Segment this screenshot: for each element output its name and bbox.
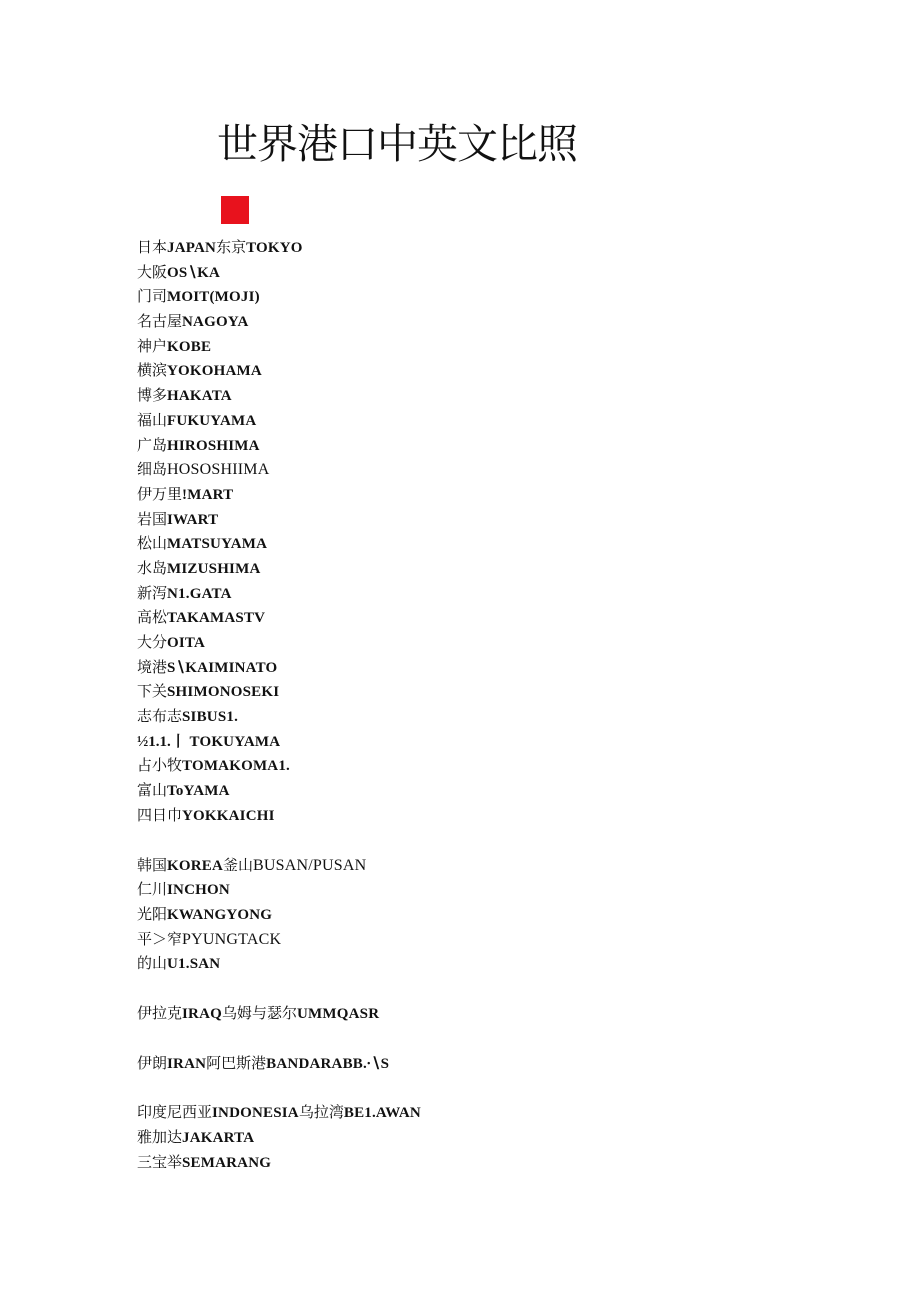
port-en: FUKUYAMA xyxy=(167,412,257,429)
port-en: SHIMONOSEKI xyxy=(167,684,280,701)
list-item xyxy=(137,384,837,409)
port-en: UMMQASR xyxy=(297,1005,380,1022)
group-spacer xyxy=(137,829,837,854)
port-en: TOKUYAMA xyxy=(189,733,281,750)
port-en: JAKARTA xyxy=(182,1130,255,1146)
list-item xyxy=(137,483,837,508)
port-en: S∖KAIMINATO xyxy=(167,659,278,676)
list-item xyxy=(137,532,837,557)
list-item xyxy=(137,878,837,903)
list-item xyxy=(137,1151,837,1176)
port-zh: 的山 xyxy=(137,956,168,973)
port-en: YOKOHAMA xyxy=(167,363,262,380)
list-item xyxy=(137,606,837,631)
port-en: MOIT(MOJI) xyxy=(167,289,260,306)
port-zh: 三宝举 xyxy=(137,1154,183,1171)
list-item xyxy=(137,285,837,310)
port-zh: 岩国 xyxy=(137,511,168,528)
port-en: TOKYO xyxy=(246,240,303,256)
list-item xyxy=(137,730,837,755)
port-en: YOKKAICHI xyxy=(182,807,275,824)
port-zh: 博多 xyxy=(137,388,168,405)
port-en: INCHON xyxy=(167,882,230,899)
list-item xyxy=(137,952,837,977)
list-item xyxy=(137,582,837,607)
list-item xyxy=(137,656,837,681)
list-item xyxy=(137,1101,837,1126)
port-zh: 仁川 xyxy=(137,882,168,899)
list-item xyxy=(137,335,837,360)
port-zh: 东京 xyxy=(216,240,247,256)
list-item xyxy=(137,458,837,483)
port-en: N1.GATA xyxy=(167,585,232,602)
group-spacer xyxy=(137,1076,837,1101)
list-item xyxy=(137,236,837,261)
list-item xyxy=(137,261,837,286)
list-item xyxy=(137,434,837,459)
page-title: 世界港口中英文比照 xyxy=(217,120,577,168)
country-en: KOREA xyxy=(167,857,224,874)
list-item xyxy=(137,754,837,779)
port-zh: 广岛 xyxy=(137,437,168,454)
port-en: NAGOYA xyxy=(182,314,249,331)
port-zh: 境港 xyxy=(137,659,168,676)
port-en: PYUNGTACK xyxy=(182,930,282,948)
country-en: IRAQ xyxy=(182,1005,222,1022)
port-zh: 雅加达 xyxy=(137,1130,183,1146)
port-zh: 福山 xyxy=(137,412,168,429)
list-item xyxy=(137,1002,837,1027)
port-zh: 四日巾 xyxy=(137,807,183,824)
port-zh: 占小牧 xyxy=(137,758,183,775)
country-zh: 印度尼西亚 xyxy=(137,1105,213,1122)
port-en: MATSUYAMA xyxy=(167,536,268,553)
port-zh: ½1.1.丨 xyxy=(137,733,186,750)
port-zh: 釜山 xyxy=(223,857,254,874)
port-zh: 乌姆与瑟尔 xyxy=(222,1005,298,1022)
port-en: TOMAKOMA1. xyxy=(182,758,290,775)
list-item xyxy=(137,310,837,335)
group-spacer xyxy=(137,1027,837,1052)
port-en: MIZUSHIMA xyxy=(167,560,261,577)
port-zh: 门司 xyxy=(137,289,168,306)
port-zh: 神户 xyxy=(137,338,168,355)
port-zh: 细岛 xyxy=(137,462,168,479)
port-en: HIROSHIMA xyxy=(167,437,260,454)
country-zh: 伊朗 xyxy=(137,1055,168,1072)
port-en: BUSAN/PUSAN xyxy=(253,856,367,874)
list-item xyxy=(137,928,837,953)
country-en: INDONESIA xyxy=(212,1105,299,1122)
port-en: KOBE xyxy=(167,338,212,355)
list-item xyxy=(137,631,837,656)
list-item xyxy=(137,409,837,434)
list-item xyxy=(137,705,837,730)
port-zh: 志布志 xyxy=(137,709,183,726)
port-en: OS∖KA xyxy=(167,264,221,281)
port-en: ToYAMA xyxy=(167,783,230,800)
list-item xyxy=(137,508,837,533)
port-en: SIBUS1. xyxy=(182,709,239,726)
port-zh: 光阳 xyxy=(137,906,168,923)
port-zh: 平＞窄 xyxy=(137,931,183,948)
port-zh: 高松 xyxy=(137,610,168,627)
port-zh: 富山 xyxy=(137,783,168,800)
port-zh: 阿巴斯港 xyxy=(206,1055,267,1072)
port-zh: 名古屋 xyxy=(137,314,183,331)
country-zh: 伊拉克 xyxy=(137,1005,183,1022)
port-list xyxy=(137,236,837,1175)
port-en: !MART xyxy=(182,486,234,503)
port-zh: 新泻 xyxy=(137,585,168,602)
port-zh: 乌拉湾 xyxy=(298,1105,344,1122)
list-item xyxy=(137,804,837,829)
country-en: IRAN xyxy=(167,1055,207,1072)
port-en: IWART xyxy=(167,511,219,528)
country-zh: 韩国 xyxy=(137,857,168,874)
port-zh: 松山 xyxy=(137,536,168,553)
list-item xyxy=(137,903,837,928)
port-en: HOSOSHIIMA xyxy=(167,461,270,479)
port-en: U1.SAN xyxy=(167,956,221,973)
list-item xyxy=(137,1126,837,1151)
list-item xyxy=(137,680,837,705)
port-en: BANDARABB.∙∖S xyxy=(266,1055,390,1072)
port-en: HAKATA xyxy=(167,388,232,405)
country-en: JAPAN xyxy=(167,240,217,256)
port-zh: 横滨 xyxy=(137,363,168,380)
port-en: SEMARANG xyxy=(182,1154,272,1171)
country-zh: 日本 xyxy=(137,240,168,256)
red-square-mark xyxy=(221,196,249,224)
list-item xyxy=(137,1052,837,1077)
port-en: OITA xyxy=(167,635,206,651)
list-item xyxy=(137,779,837,804)
port-en: TAKAMASTV xyxy=(167,610,266,627)
port-en: BE1.AWAN xyxy=(343,1105,421,1122)
port-zh: 大阪 xyxy=(137,264,168,281)
port-en: KWANGYONG xyxy=(167,906,273,923)
group-spacer xyxy=(137,977,837,1002)
port-zh: 下关 xyxy=(137,684,168,701)
port-zh: 大分 xyxy=(137,635,168,651)
list-item xyxy=(137,359,837,384)
list-item xyxy=(137,557,837,582)
port-zh: 水岛 xyxy=(137,560,168,577)
port-zh: 伊万里 xyxy=(137,486,183,503)
list-item xyxy=(137,854,837,879)
